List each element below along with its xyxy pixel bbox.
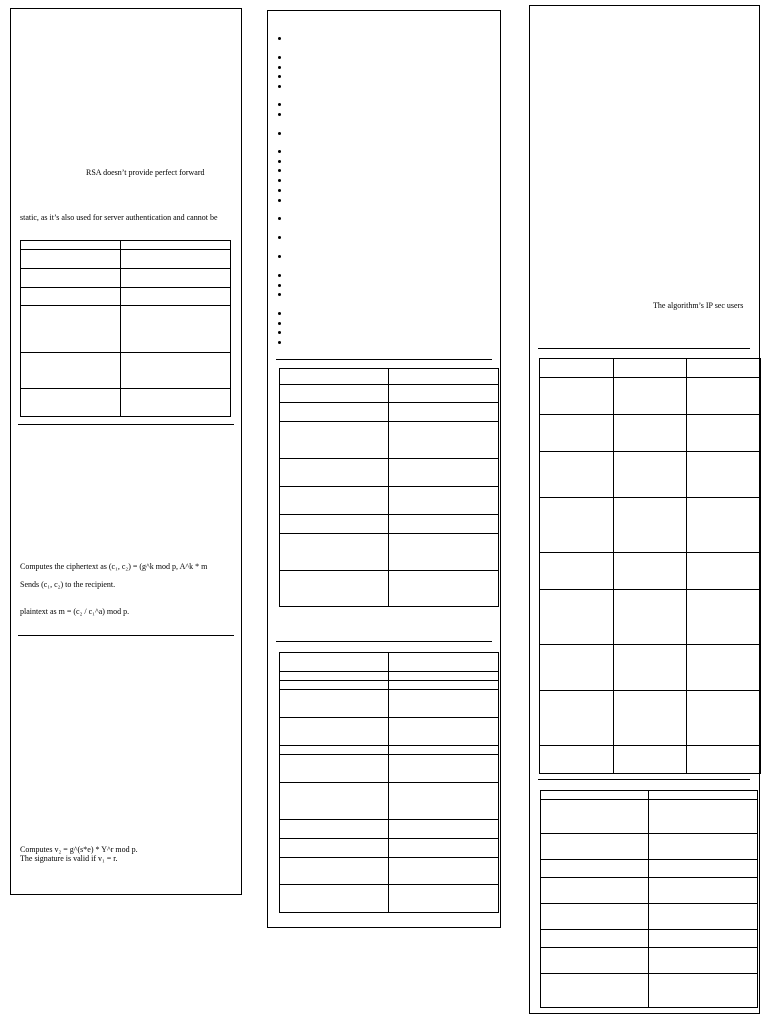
column-3 [529, 5, 760, 1014]
signature-valid-text: The signature is valid if v₁ = r. [20, 854, 118, 863]
table-row [21, 306, 231, 353]
elgamal-compute-text: Computes the ciphertext as (c₁, c₂) = (g^k mod p, A^k * m [20, 562, 208, 571]
rsa-static-text: static, as it’s also used for server authentication and cannot be [20, 213, 218, 222]
divider [538, 348, 750, 349]
bullet [278, 284, 281, 287]
rsa-pfs-text: RSA doesn’t provide perfect forward [86, 168, 205, 177]
table-3 [279, 652, 499, 913]
bullet [278, 113, 281, 116]
signature-compute-text: Computes v₂ = g^(s*e) * Y^r mod p. [20, 845, 138, 854]
bullet [278, 255, 281, 258]
table-row [540, 378, 761, 415]
divider [276, 359, 492, 360]
table-row [280, 385, 499, 403]
table-5 [540, 790, 758, 1008]
ipsec-text: The algorithm’s IP sec users [653, 301, 744, 310]
table-row [21, 250, 231, 269]
table-row [280, 672, 499, 681]
bullet [278, 331, 281, 334]
bullet [278, 75, 281, 78]
bullet [278, 236, 281, 239]
table-row [541, 860, 758, 878]
table-row [541, 904, 758, 930]
bullet [278, 132, 281, 135]
table-row [280, 681, 499, 690]
table-row [540, 415, 761, 452]
table-row [540, 359, 761, 378]
table-row [541, 930, 758, 948]
table-row [541, 974, 758, 1008]
table-row [280, 459, 499, 487]
table-row [540, 645, 761, 691]
bullet [278, 274, 281, 277]
table-row [280, 403, 499, 422]
table-row [280, 487, 499, 515]
bullet [278, 103, 281, 106]
table-row [540, 691, 761, 746]
table-row [540, 498, 761, 553]
table-row [541, 800, 758, 834]
table-1 [20, 240, 231, 417]
table-row [280, 820, 499, 839]
table-row [280, 571, 499, 607]
elgamal-send-text: Sends (c₁, c₂) to the recipient. [20, 580, 116, 589]
table-row [280, 653, 499, 672]
table-2 [279, 368, 499, 607]
table-row [540, 553, 761, 590]
table-row [21, 353, 231, 389]
table-row [280, 755, 499, 783]
divider [276, 641, 492, 642]
table-row [21, 241, 231, 250]
bullet [278, 85, 281, 88]
table-4 [539, 358, 761, 774]
bullet [278, 189, 281, 192]
bullet [278, 312, 281, 315]
bullet [278, 217, 281, 220]
table-row [280, 746, 499, 755]
table-row [541, 948, 758, 974]
table-row [280, 515, 499, 534]
bullet [278, 293, 281, 296]
table-row [540, 746, 761, 774]
column-2 [267, 10, 501, 928]
table-row [541, 791, 758, 800]
bullet [278, 150, 281, 153]
divider [538, 779, 750, 780]
column-1 [10, 8, 242, 895]
table-row [280, 885, 499, 913]
table-row [541, 834, 758, 860]
elgamal-decrypt-text: plaintext as m = (c₂ / c₁^a) mod p. [20, 607, 130, 616]
bullet [278, 56, 281, 59]
table-row [280, 718, 499, 746]
bullet [278, 66, 281, 69]
bullet [278, 341, 281, 344]
bullet [278, 37, 281, 40]
table-row [21, 389, 231, 417]
table-row [541, 878, 758, 904]
table-row [540, 590, 761, 645]
table-row [280, 369, 499, 385]
table-row [280, 858, 499, 885]
table-row [280, 839, 499, 858]
bullet [278, 322, 281, 325]
table-row [280, 534, 499, 571]
bullet [278, 160, 281, 163]
table-row [540, 452, 761, 498]
divider [18, 635, 234, 636]
table-row [21, 288, 231, 306]
table-row [280, 422, 499, 459]
table-row [280, 690, 499, 718]
bullet [278, 199, 281, 202]
bullet [278, 169, 281, 172]
bullet [278, 179, 281, 182]
table-row [280, 783, 499, 820]
table-row [21, 269, 231, 288]
divider [18, 424, 234, 425]
